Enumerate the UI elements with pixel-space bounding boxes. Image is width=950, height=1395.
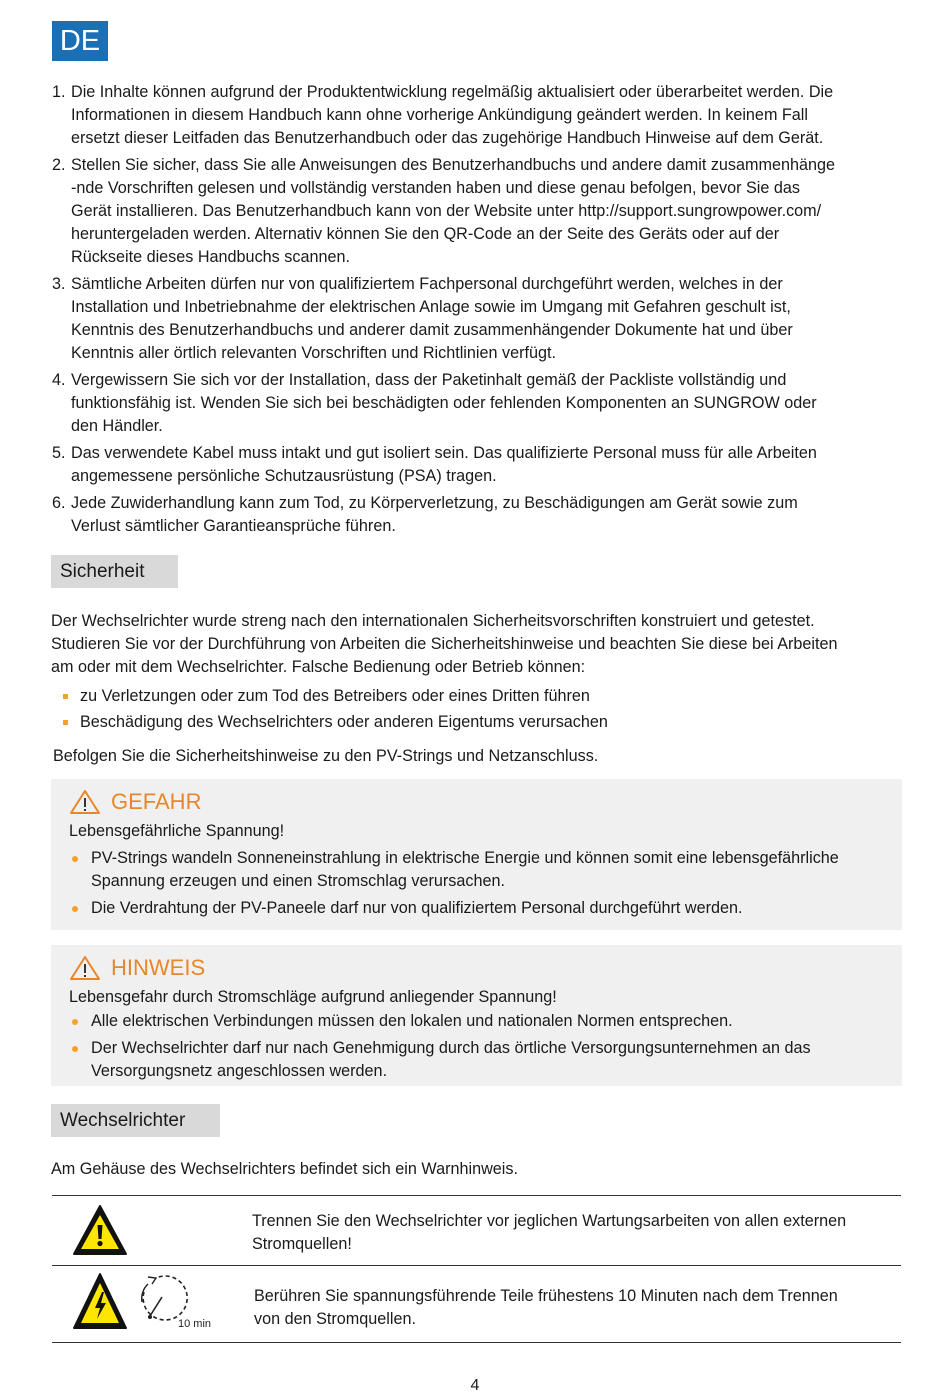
bullet-dot-icon [72, 906, 78, 912]
line: am oder mit dem Wechselrichter. Falsche Bedienung oder Betrieb können: [51, 658, 586, 676]
list-item [52, 154, 912, 269]
line: Kenntnis des Benutzerhandbuchs und anderer damit zusammenhängender Dokumente hat und über [71, 321, 793, 339]
list-item [58, 683, 608, 709]
list-item [52, 81, 912, 150]
table-row [52, 1195, 901, 1266]
notice-bullet-list [69, 1010, 901, 1087]
table-row [52, 1265, 901, 1343]
safety-paragraph [51, 610, 911, 679]
danger-subtitle: Lebensgefährliche Spannung! [69, 822, 285, 840]
line: Vergewissern Sie sich vor der Installation, dass der Paketinhalt gemäß der Packliste vollständig und [71, 371, 787, 389]
list-item [69, 847, 901, 893]
line: Rückseite dieses Handbuchs scannen. [71, 248, 350, 266]
line: funktionsfähig ist. Wenden Sie sich bei beschädigten oder fehlenden Komponenten an SUNGROW oder [71, 394, 817, 412]
line: ersetzt dieser Leitfaden das Benutzerhandbuch oder das zugehörige Handbuch Hinweise auf dem Gerät. [71, 129, 824, 147]
line: Alle elektrischen Verbindungen müssen den lokalen und nationalen Normen entsprechen. [91, 1012, 733, 1030]
line: Die Inhalte können aufgrund der Produktentwicklung regelmäßig aktualisiert oder überarbeitet werden. Die [71, 83, 834, 101]
safety-follow-text: Befolgen Sie die Sicherheitshinweise zu den PV-Strings und Netzanschluss. [53, 747, 599, 765]
line: Die Verdrahtung der PV-Paneele darf nur von qualifiziertem Personal durchgeführt werden. [91, 899, 743, 917]
page-number: 4 [470, 1377, 480, 1394]
bullet-square-icon [63, 720, 68, 725]
line: Verlust sämtlicher Garantieansprüche führen. [71, 517, 396, 535]
danger-box [51, 779, 902, 930]
line: heruntergeladen werden. Alternativ können Sie den QR-Code an der Seite des Geräts oder auf der [71, 225, 780, 243]
line: Stromquellen! [252, 1235, 352, 1253]
line: Trennen Sie den Wechselrichter vor jeglichen Wartungsarbeiten von allen externen [252, 1212, 847, 1230]
line: Berühren Sie spannungsführende Teile frühestens 10 Minuten nach dem Trennen [254, 1287, 838, 1305]
line: Studieren Sie vor der Durchführung von Arbeiten die Sicherheitshinweise und beachten Sie diese bei Arbeiten [51, 635, 838, 653]
bullet-square-icon [63, 694, 68, 699]
line: den Händler. [71, 417, 163, 435]
line: -nde Vorschriften gelesen und vollständig verstanden haben und diese genau befolgen, bevor Sie das [71, 179, 800, 197]
item-number: 1. [52, 83, 66, 101]
bullet-text: zu Verletzungen oder zum Tod des Betreibers oder eines Dritten führen [80, 687, 590, 705]
danger-bullet-list [69, 847, 901, 924]
line: Installation und Inbetriebnahme der elektrischen Anlage sowie im Umgang mit Gefahren geschult ist, [71, 298, 791, 316]
bullet-text: Beschädigung des Wechselrichters oder anderen Eigentums verursachen [80, 713, 608, 731]
item-number: 2. [52, 156, 66, 174]
notice-title [69, 953, 205, 983]
warning-triangle-icon [69, 789, 101, 815]
timer-icon [128, 1270, 218, 1334]
line: Der Wechselrichter wurde streng nach den internationalen Sicherheitsvorschriften konstruiert und getestet. [51, 612, 815, 630]
language-badge: DE [52, 21, 108, 61]
line: Der Wechselrichter darf nur nach Genehmigung durch das örtliche Versorgungsunternehmen an das [91, 1039, 811, 1057]
bullet-dot-icon [72, 1046, 78, 1052]
line: Informationen in diesem Handbuch kann ohne vorherige Ankündigung geändert werden. In keinem Fall [71, 106, 809, 124]
notice-box [51, 945, 902, 1086]
section-heading-inverter: Wechselrichter [51, 1104, 220, 1137]
line: Jede Zuwiderhandlung kann zum Tod, zu Körperverletzung, zu Beschädigungen am Gerät sowie zum [71, 494, 798, 512]
row-text [254, 1285, 899, 1331]
list-item [52, 273, 912, 365]
line: Stellen Sie sicher, dass Sie alle Anweisungen des Benutzerhandbuchs und andere damit zusammenhänge [71, 156, 836, 174]
list-item [69, 1010, 901, 1033]
bullet-dot-icon [72, 856, 78, 862]
line: Spannung erzeugen und einen Stromschlag verursachen. [91, 872, 505, 890]
line: Versorgungsnetz angeschlossen werden. [91, 1062, 388, 1080]
warning-triangle-icon [69, 955, 101, 981]
notice-subtitle: Lebensgefahr durch Stromschläge aufgrund anliegender Spannung! [69, 988, 557, 1006]
intro-list [52, 81, 912, 542]
line: Kenntnis aller örtlich relevanten Vorschriften und Richtlinien verfügt. [71, 344, 556, 362]
line: angemessene persönliche Schutzausrüstung (PSA) tragen. [71, 467, 497, 485]
list-item [69, 897, 901, 920]
bullet-dot-icon [72, 1019, 78, 1025]
line: Das verwendete Kabel muss intakt und gut isoliert sein. Das qualifizierte Personal muss für alle Arbeiten [71, 444, 817, 462]
inverter-intro: Am Gehäuse des Wechselrichters befindet sich ein Warnhinweis. [51, 1160, 518, 1178]
notice-title-text: HINWEIS [111, 955, 206, 980]
line: Sämtliche Arbeiten dürfen nur von qualifiziertem Fachpersonal durchgeführt werden, welches in der [71, 275, 783, 293]
item-number: 3. [52, 275, 66, 293]
general-warning-icon [72, 1204, 128, 1256]
line: PV-Strings wandeln Sonneneinstrahlung in elektrische Energie und können somit eine lebensgefährliche [91, 849, 839, 867]
list-item [52, 442, 912, 488]
timer-label: 10 min [178, 1318, 212, 1330]
list-item [69, 1037, 901, 1083]
row-text [252, 1210, 897, 1256]
section-heading-safety: Sicherheit [51, 555, 178, 588]
danger-title-text: GEFAHR [111, 789, 202, 814]
electric-shock-icon [72, 1272, 128, 1330]
item-number: 4. [52, 371, 66, 389]
line: von den Stromquellen. [254, 1310, 416, 1328]
line: Gerät installieren. Das Benutzerhandbuch kann von der Website unter http://support.sungrowpower.com/ [71, 202, 822, 220]
item-number: 5. [52, 444, 66, 462]
list-item [52, 492, 912, 538]
list-item [52, 369, 912, 438]
table-divider [52, 1342, 901, 1343]
list-item [58, 709, 608, 735]
safety-bullet-list [58, 683, 608, 735]
danger-title [69, 787, 201, 817]
item-number: 6. [52, 494, 66, 512]
